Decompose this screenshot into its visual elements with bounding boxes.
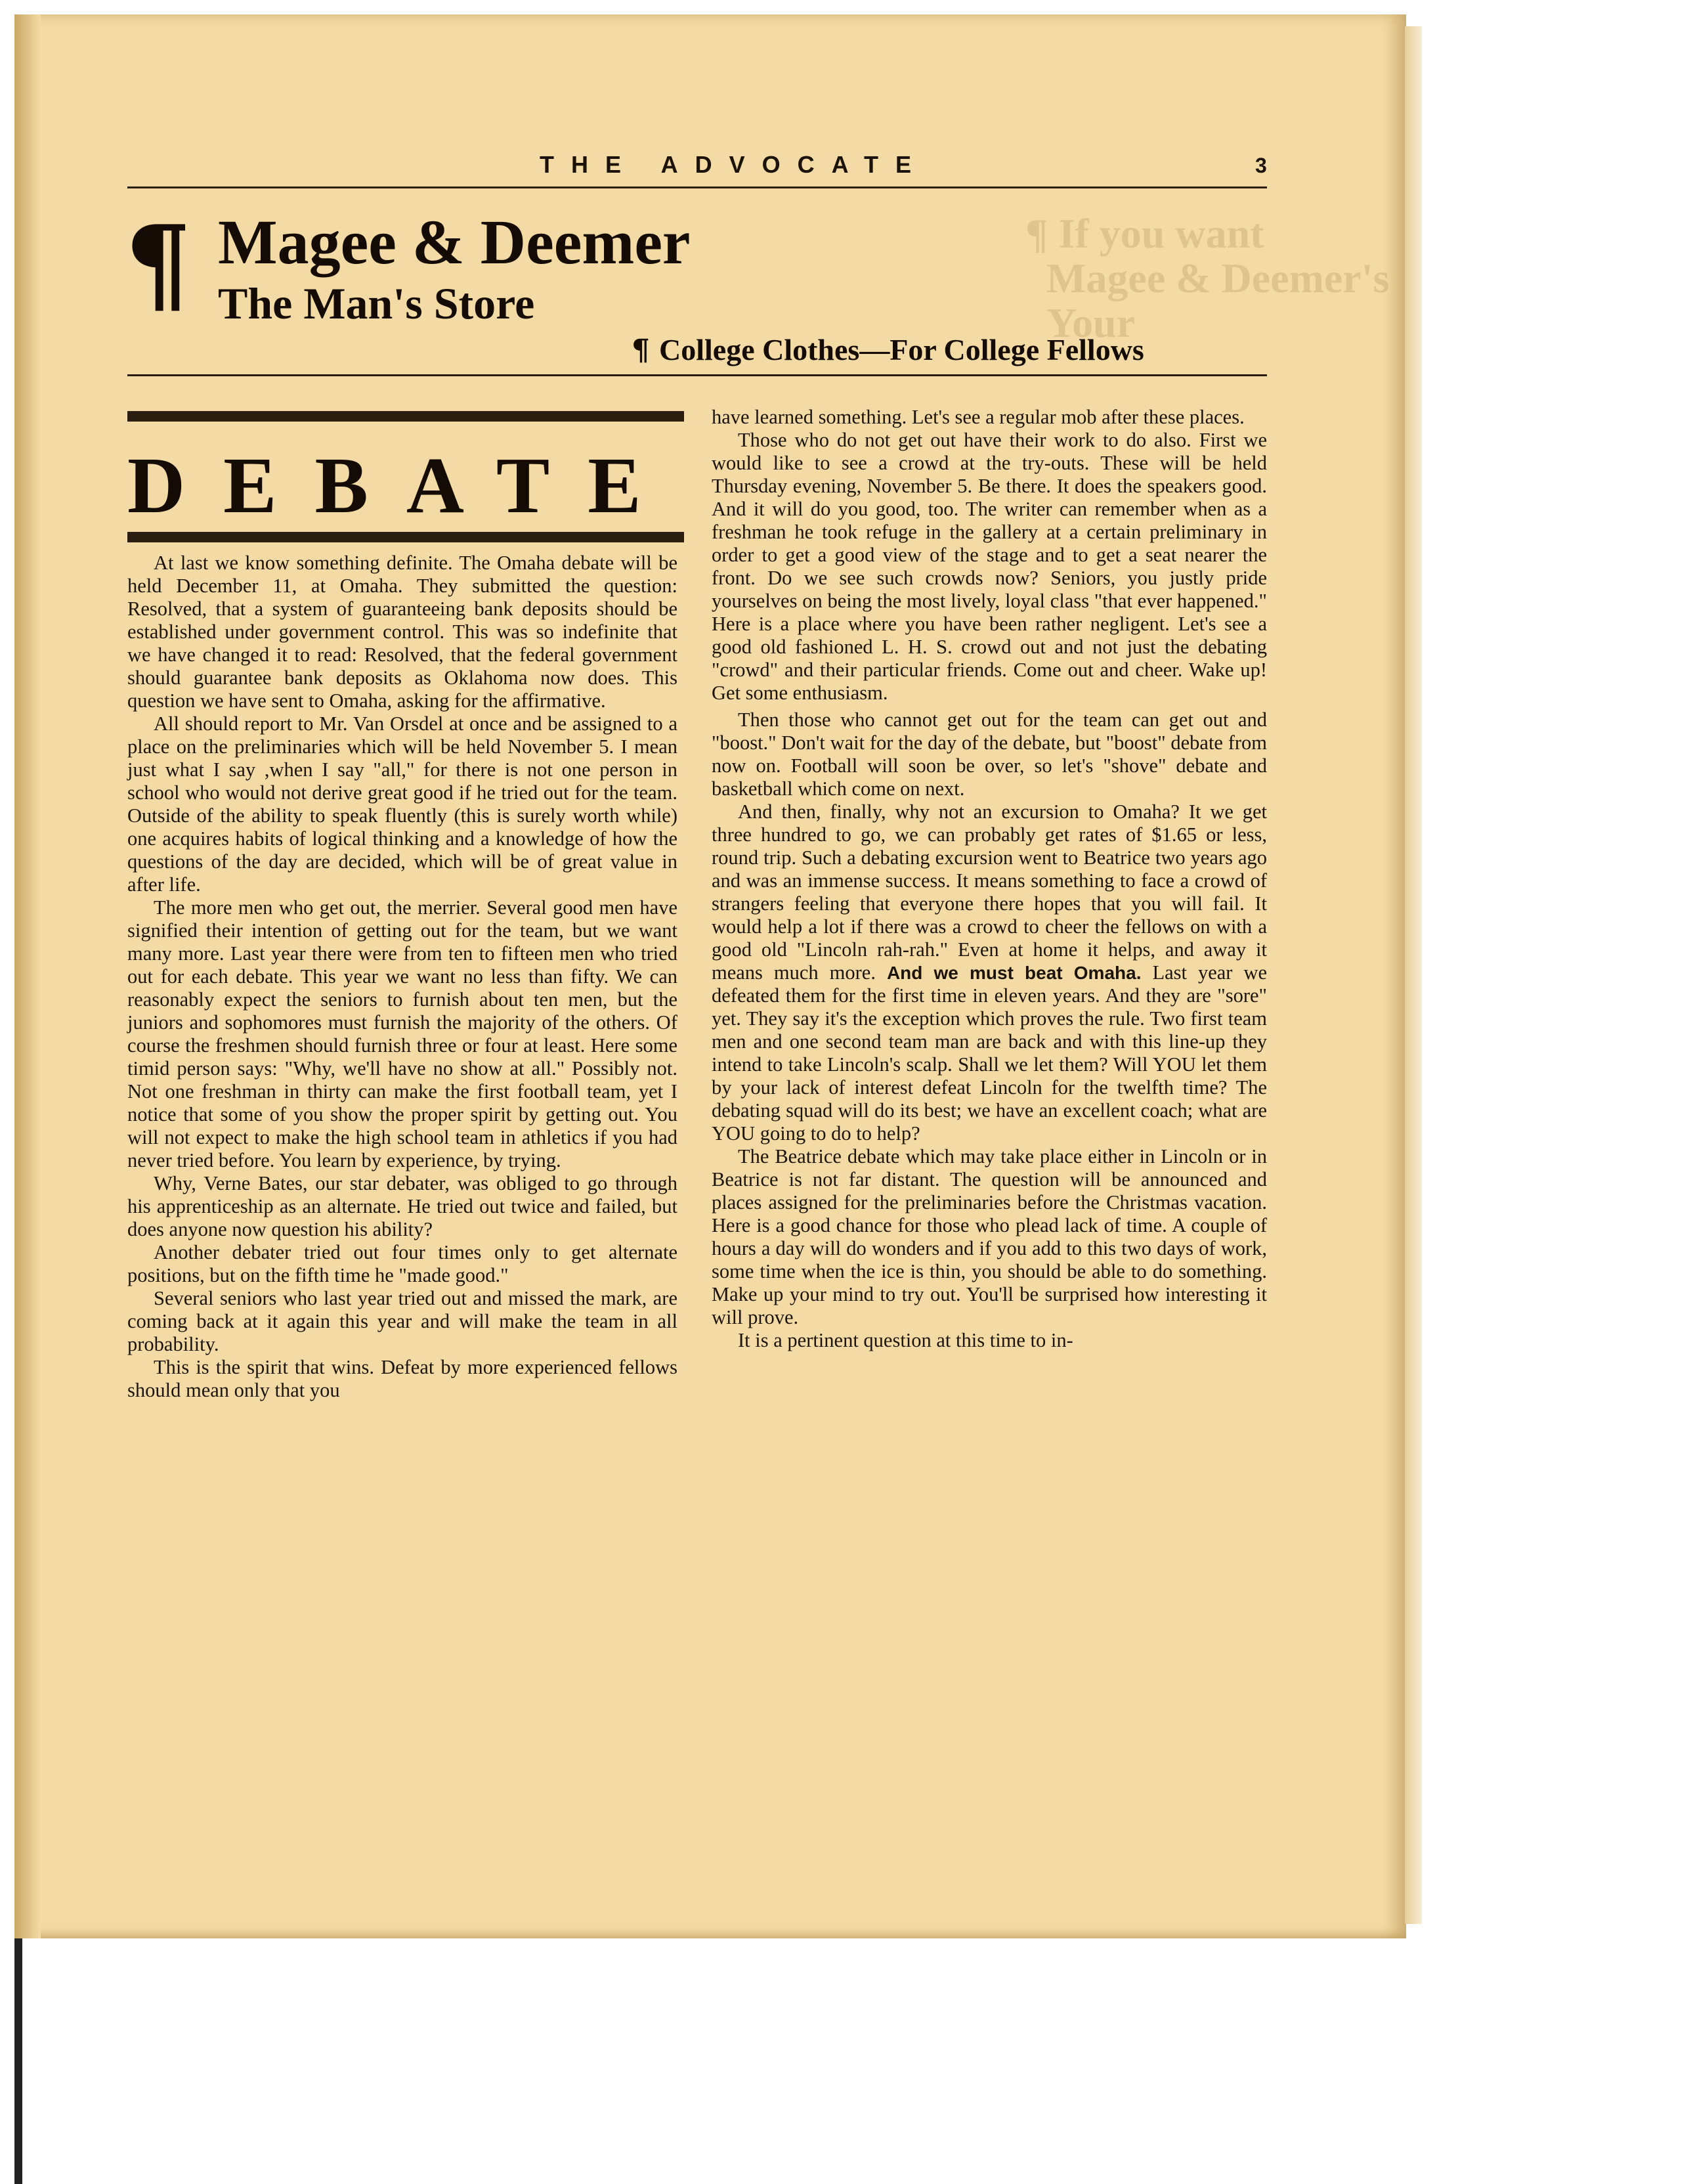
advertiser-name: Magee & Deemer xyxy=(218,207,691,277)
left-paragraph-1: At last we know something definite. The Omaha debate will be held December 11, at Omaha. They submitted the question: Resolved, that a system of guaranteeing bank deposits should be established under government control. This was so indefinite that we have changed it to read: Resolved, that the federal government should guarantee bank deposits as Oklahoma now does. This question we have sent to Omaha, asking for the affirmative. xyxy=(127,552,677,712)
pilcrow-small-icon: ¶ xyxy=(632,334,650,367)
ad-bottom-rule xyxy=(127,374,1267,376)
page-spine-shadow xyxy=(14,14,41,1938)
left-paragraph-7: This is the spirit that wins. Defeat by more experienced fellows should mean only that you xyxy=(127,1356,677,1401)
header-rule xyxy=(127,186,1267,188)
right-column xyxy=(712,406,1267,1352)
heading-top-bar xyxy=(127,411,684,422)
right-paragraph-6: It is a pertinent question at this time to in- xyxy=(738,1329,1073,1351)
article-heading: DEBATE xyxy=(127,441,679,530)
running-title: THE ADVOCATE xyxy=(540,151,929,178)
pilcrow-icon: ¶ xyxy=(125,202,192,326)
advertiser-tagline xyxy=(632,332,1144,367)
heading-bottom-bar xyxy=(127,532,684,542)
right-paragraph-3: Then those who cannot get out for the team can get out and "boost." Don't wait for the day of the debate, but "boost" debate from now on. Football will soon be over, so let's "shove" debate and basketball which come on next. xyxy=(712,709,1267,800)
scan-border xyxy=(14,1938,22,2184)
left-column xyxy=(127,552,677,1402)
show-through-text: ¶ If you want Magee & Deemer's Your xyxy=(1025,210,1390,346)
page-edge xyxy=(1405,26,1422,1924)
left-paragraph-5: Another debater tried out four times only to get alternate positions, but on the fifth time he "made good." xyxy=(127,1241,677,1286)
last-year-text: Last year we defeated them for the first time in eleven years. And they are "sore" yet. They say it's the exception which proves the rule. Two first team men and one second team man are back and with this line-up they intend to take Lincoln's scalp. Shall we let them? Will YOU let them by your lack of interest defeat Lincoln for the twelfth time? The debating squad will do its best; we have an excellent coach; what are YOU going to do to help? xyxy=(712,961,1268,1145)
right-paragraph-2: Those who do not get out have their work to do also. First we would like to see a crowd at the try-outs. These will be held Thursday evening, November 5. Be there. It does the speakers good. And it will do you good, too. The writer can remember when as a freshman he took refuge in the gallery at a certain preliminary in order to get a good view of the stage and to get a seat nearer the front. Do we see such crowds now? Seniors, you justly pride yourselves on being the most lively, loyal class "that ever happened." Here is a place where you have been rather negligent. Let's see a good old fashioned L. H. S. crowd out and not just the debating "crowd" and their particular friends. Come out and cheer. Wake up! Get some enthusiasm. xyxy=(712,429,1267,704)
right-paragraph-5: The Beatrice debate which may take place either in Lincoln or in Beatrice is not far distant. The question will be announced and places assigned for the preliminaries before the Christmas vacation. Here is a good chance for those who plead lack of time. A couple of hours a day will do wonders and if you add to this two days of work, some time when the ice is thin, you should be able to do something. Make up your mind to try out. You'll be surprised how interesting it will prove. xyxy=(712,1145,1267,1328)
advertiser-subtitle: The Man's Store xyxy=(218,278,535,328)
right-paragraph-4 xyxy=(712,800,1267,1145)
tagline-text: College Clothes—For College Fellows xyxy=(659,333,1144,366)
magazine-page xyxy=(14,14,1406,1938)
right-paragraph-1: have learned something. Let's see a regular mob after these places. xyxy=(712,406,1245,428)
left-paragraph-6: Several seniors who last year tried out and missed the mark, are coming back at it again this year and will make the team in all probability. xyxy=(127,1287,677,1355)
excursion-text: And then, finally, why not an excursion to Omaha? It we get three hundred to go, we can probably get rates of $1.65 or less, round trip. Such a debating excursion went to Beatrice two years ago and was an immense success. It means something to face a crowd of strangers feeling that everyone there hopes that you will fail. It would help a lot if there was a crowd to cheer the fellows on with a good old "Lincoln rah-rah." Even at home it helps, and away it means much more. xyxy=(712,800,1267,984)
left-paragraph-4: Why, Verne Bates, our star debater, was obliged to go through his apprenticeship as an alternate. He tried out twice and failed, but does anyone now question his ability? xyxy=(127,1172,677,1240)
left-paragraph-3: The more men who get out, the merrier. Several good men have signified their intention of getting out for the team, but we want many more. Last year there were from ten to fifteen men who tried out for each debate. This year we want no less than fifty. We can reasonably expect the seniors to furnish about ten men, but the juniors and sophomores must furnish the majority of the others. Of course the freshmen should furnish three or four at least. Here some timid person says: "Why, we'll have no show at all." Possibly not. Not one freshman in thirty can make the first football team, yet I notice that some of you show the proper spirit by getting out. You will not expect to make the high school team in athletics if you had never tried before. You learn by experience, by trying. xyxy=(127,896,677,1171)
emphasis-text: And we must beat Omaha. xyxy=(886,963,1142,983)
left-paragraph-2: All should report to Mr. Van Orsdel at once and be assigned to a place on the preliminaries which will be held November 5. I mean just what I say ,when I say "all," for there is not one person in school who would not derive great good if he tried out for the team. Outside of the ability to speak fluently (this is surely worth while) one acquires habits of logical thinking and a knowledge of how the questions of the day are decided, which will be of great value in after life. xyxy=(127,712,677,896)
page-number: 3 xyxy=(1255,154,1267,177)
